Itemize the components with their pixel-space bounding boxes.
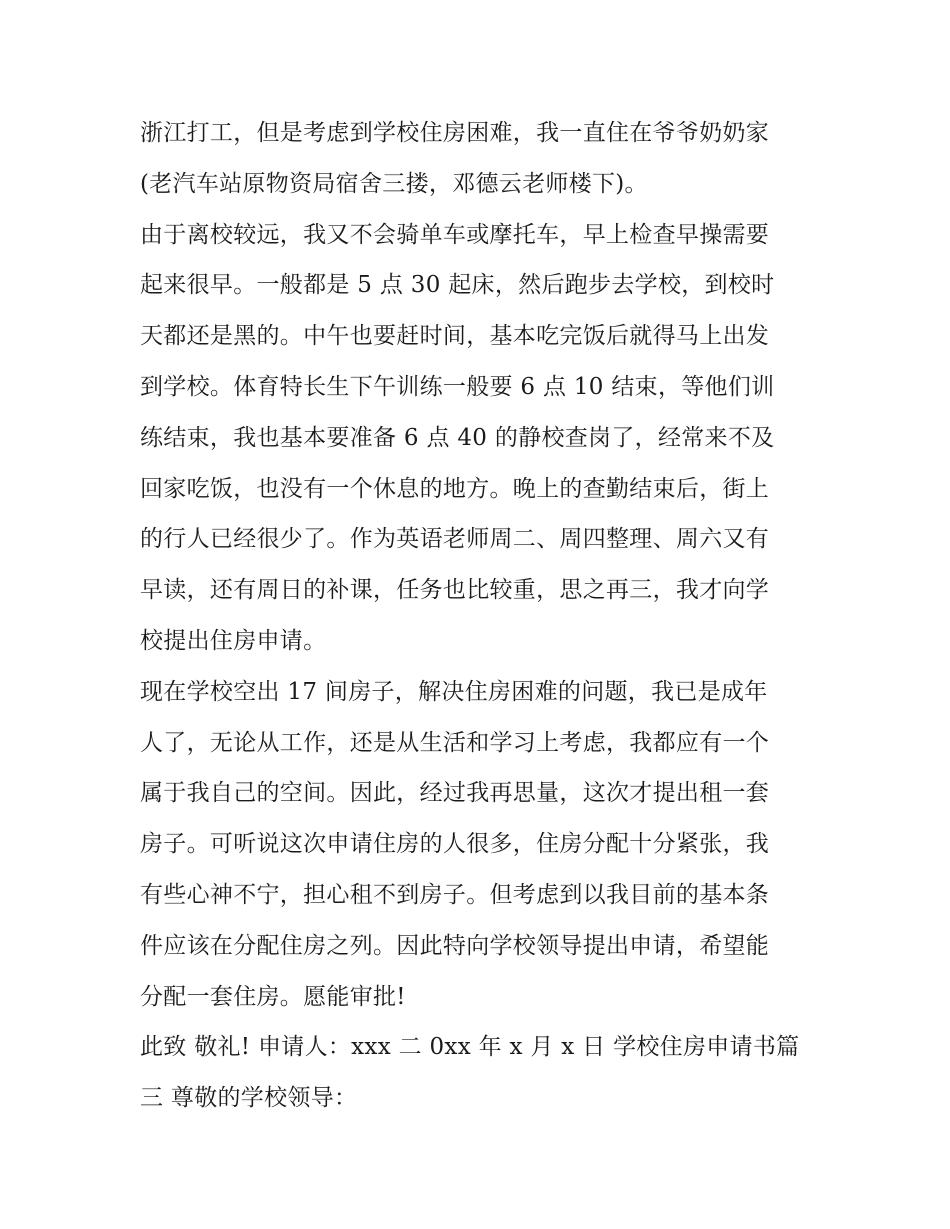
text-line: 三 尊敬的学校领导： — [140, 1085, 358, 1112]
text-line: 天都还是黑的。中午也要赶时间，基本吃完饭后就得马上出发 — [140, 323, 770, 350]
text-line: 件应该在分配住房之列。因此特向学校领导提出申请，希望能 — [140, 932, 770, 959]
text-line: 回家吃饭，也没有一个休息的地方。晚上的查勤结束后，街上 — [140, 475, 770, 502]
text-line: 校提出住房申请。 — [140, 627, 327, 654]
text-line: 由于离校较远，我又不会骑单车或摩托车，早上检查早操需要 — [140, 221, 770, 248]
text-line: 的行人已经很少了。作为英语老师周二、周四整理、周六又有 — [140, 526, 770, 553]
text-line: 浙江打工，但是考虑到学校住房困难，我一直住在爷爷奶奶家 — [140, 120, 770, 146]
text-line: (老汽车站原物资局宿舍三搂，邓德云老师楼下)。 — [140, 170, 648, 197]
text-line: 到学校。体育特长生下午训练一般要 6 点 10 结束，等他们训 — [140, 373, 775, 400]
document-body — [140, 108, 820, 1124]
text-line: 练结束，我也基本要准备 6 点 40 的静校查岗了，经常来不及 — [140, 424, 775, 451]
text-line: 现在学校空出 17 间房子，解决住房困难的问题，我已是成年 — [140, 678, 768, 705]
text-line: 有些心神不宁，担心租不到房子。但考虑到以我目前的基本条 — [140, 881, 770, 908]
text-line: 属于我自己的空间。因此，经过我再思量，这次才提出租一套 — [140, 780, 770, 807]
text-line: 分配一套住房。愿能审批! — [140, 983, 406, 1010]
text-line: 起来很早。一般都是 5 点 30 起床，然后跑步去学校，到校时 — [140, 272, 775, 299]
text-line: 此致 敬礼! 申请人：xxx 二 0xx 年 x 月 x 日 学校住房申请书篇 — [140, 1034, 800, 1061]
text-line: 人了，无论从工作，还是从生活和学习上考虑，我都应有一个 — [140, 729, 770, 756]
text-line: 早读，还有周日的补课，任务也比较重，思之再三，我才向学 — [140, 577, 770, 604]
text-line: 房子。可听说这次申请住房的人很多，住房分配十分紧张，我 — [140, 831, 770, 858]
